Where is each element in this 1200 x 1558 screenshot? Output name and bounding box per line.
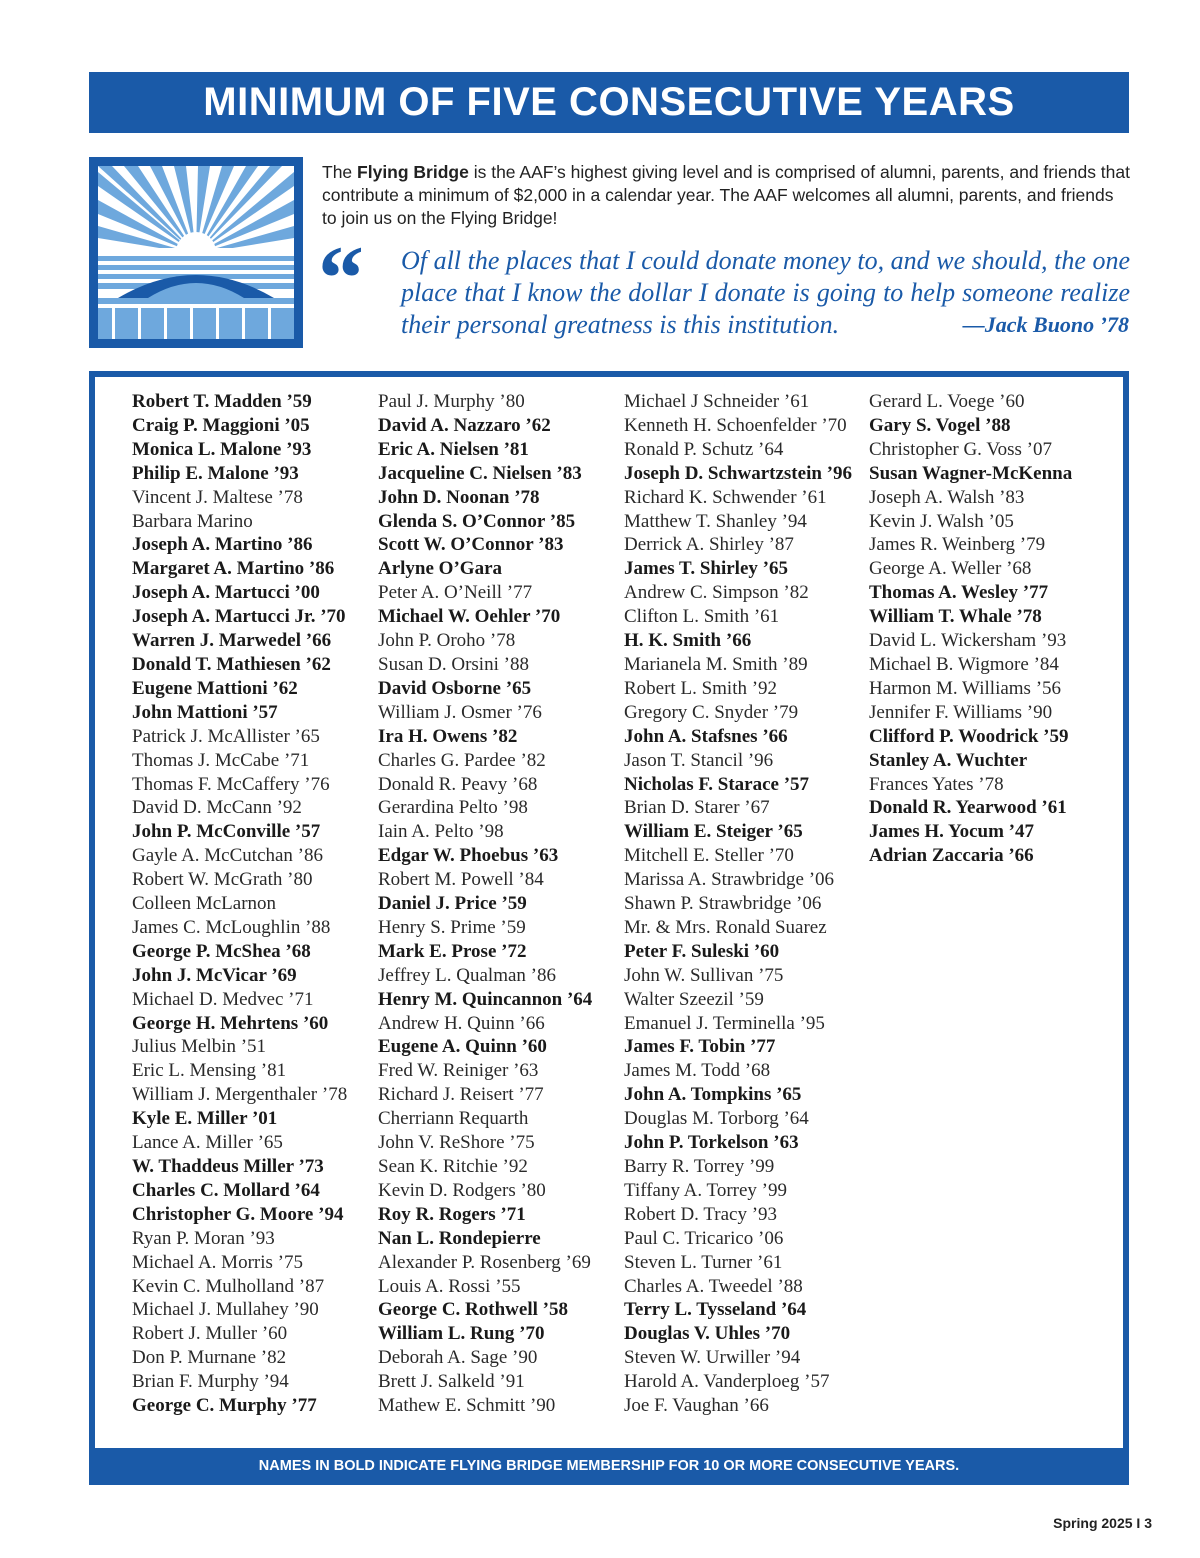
donor-name: Thomas J. McCabe ’71	[132, 749, 310, 771]
donor-name: Thomas F. McCaffery ’76	[132, 773, 330, 795]
donor-name: Joseph A. Walsh ’83	[869, 486, 1025, 508]
donor-name: David D. McCann ’92	[132, 797, 302, 819]
donor-name: Donald R. Peavy ’68	[378, 773, 538, 795]
donor-name: Gary S. Vogel ’88	[869, 414, 1011, 436]
donor-name: Kenneth H. Schoenfelder ’70	[624, 414, 847, 436]
donor-name: Iain A. Pelto ’98	[378, 821, 504, 843]
donor-name: Susan Wagner-McKenna	[869, 462, 1073, 484]
donor-name: Henry M. Quincannon ’64	[378, 988, 593, 1010]
donor-name: Kevin C. Mulholland ’87	[132, 1275, 325, 1297]
donor-name: James H. Yocum ’47	[869, 821, 1034, 843]
donor-name: Eugene A. Quinn ’60	[378, 1036, 547, 1058]
donor-name: Don P. Murnane ’82	[132, 1347, 287, 1369]
donor-name: Barbara Marino	[132, 510, 253, 532]
donor-name: Tiffany A. Torrey ’99	[624, 1179, 787, 1201]
donor-name: Arlyne O’Gara	[378, 558, 503, 580]
quote-attribution: —Jack Buono ’78	[962, 312, 1129, 337]
donor-name: Douglas M. Torborg ’64	[624, 1108, 809, 1130]
donor-name: Mark E. Prose ’72	[378, 940, 527, 962]
donor-name: Eugene Mattioni ’62	[132, 677, 298, 699]
donor-name: Mr. & Mrs. Ronald Suarez	[624, 916, 827, 938]
donor-name: Marianela M. Smith ’89	[624, 653, 808, 675]
donor-name: Gerardina Pelto ’98	[378, 797, 528, 819]
donor-name: James F. Tobin ’77	[624, 1036, 776, 1058]
sunrise-bridge-icon	[98, 166, 294, 339]
donor-name: Christopher G. Moore ’94	[132, 1203, 344, 1225]
donor-name: Brian F. Murphy ’94	[132, 1371, 289, 1393]
donor-name: Craig P. Maggioni ’05	[132, 414, 310, 436]
donor-name: Jason T. Stancil ’96	[624, 749, 774, 771]
donor-name: Ronald P. Schutz ’64	[624, 438, 784, 460]
donor-name: Christopher G. Voss ’07	[869, 438, 1052, 460]
donor-name: James C. McLoughlin ’88	[132, 916, 331, 938]
donor-name: John P. Oroho ’78	[378, 630, 516, 652]
donor-name: Michael J. Mullahey ’90	[132, 1299, 319, 1321]
donor-name: Glenda S. O’Connor ’85	[378, 510, 576, 532]
donor-name: George C. Rothwell ’58	[378, 1299, 568, 1321]
donor-name: Charles A. Tweedel ’88	[624, 1275, 803, 1297]
flying-bridge-name: Flying Bridge	[357, 162, 469, 182]
donor-name: William J. Mergenthaler ’78	[132, 1084, 348, 1106]
donor-name: Daniel J. Price ’59	[378, 893, 527, 915]
donor-column-4	[869, 390, 1072, 868]
donor-name: Cherriann Requarth	[378, 1108, 529, 1130]
donor-name: Peter F. Suleski ’60	[624, 940, 780, 962]
page-title: MINIMUM OF FIVE CONSECUTIVE YEARS	[89, 72, 1129, 133]
donor-name: Stanley A. Wuchter	[869, 749, 1028, 771]
donor-name: Joseph D. Schwartzstein ’96	[624, 462, 852, 484]
donor-column-2	[378, 390, 592, 1418]
donor-name: Robert J. Muller ’60	[132, 1323, 288, 1345]
donor-name: H. K. Smith ’66	[624, 630, 752, 652]
donor-name: Richard K. Schwender ’61	[624, 486, 827, 508]
donor-name: Sean K. Ritchie ’92	[378, 1156, 528, 1177]
bold-names-note: NAMES IN BOLD INDICATE FLYING BRIDGE MEMBERSHIP FOR 10 OR MORE CONSECUTIVE YEARS.	[89, 1448, 1129, 1485]
donor-name: Harmon M. Williams ’56	[869, 677, 1062, 699]
donor-name: Steven L. Turner ’61	[624, 1251, 783, 1273]
donor-name: Edgar W. Phoebus ’63	[378, 845, 559, 867]
intro-text-end: is the AAF’s highest giving level and is comprised of alumni, parents, and friends that contribute a minimum of $2,000 in a calendar year. The AAF welcomes all alumni, parents, and friends to join us on the Flying Bridge!	[322, 162, 1130, 228]
donor-name: Donald T. Mathiesen ’62	[132, 653, 331, 675]
donor-name: Michael W. Oehler ’70	[378, 606, 561, 628]
donor-name: Julius Melbin ’51	[132, 1036, 267, 1058]
donor-name: Michael B. Wigmore ’84	[869, 653, 1059, 675]
donor-name: Patrick J. McAllister ’65	[132, 725, 320, 747]
donor-name: Mathew E. Schmitt ’90	[378, 1395, 556, 1417]
donor-name: Charles C. Mollard ’64	[132, 1179, 320, 1201]
donor-name: Colleen McLarnon	[132, 893, 277, 915]
donor-name: Michael D. Medvec ’71	[132, 988, 314, 1010]
donor-name: Gayle A. McCutchan ’86	[132, 845, 324, 867]
donor-name: Monica L. Malone ’93	[132, 438, 312, 460]
testimonial-quote: Of all the places that I could donate money to, and we should, the one place that I know the dollar I donate is going to help someone realize their personal greatness is this institution.	[401, 246, 1130, 339]
donor-name: Marissa A. Strawbridge ’06	[624, 869, 835, 891]
donor-name: Deborah A. Sage ’90	[378, 1347, 538, 1369]
donor-name: Walter Szeezil ’59	[624, 988, 764, 1010]
intro-text-start: The	[322, 162, 358, 182]
donor-name: William L. Rung ’70	[378, 1323, 545, 1345]
donor-name: Emanuel J. Terminella ’95	[624, 1012, 825, 1034]
donor-name: George A. Weller ’68	[869, 558, 1032, 580]
donor-name: Michael J Schneider ’61	[624, 391, 810, 412]
donor-name: Harold A. Vanderploeg ’57	[624, 1371, 830, 1393]
donor-name: Eric A. Nielsen ’81	[378, 438, 529, 460]
donor-name: Vincent J. Maltese ’78	[132, 486, 303, 508]
donor-name: John A. Stafsnes ’66	[624, 725, 788, 747]
donor-name: Louis A. Rossi ’55	[378, 1275, 521, 1297]
donor-name: Susan D. Orsini ’88	[378, 653, 529, 675]
donor-name: John W. Sullivan ’75	[624, 964, 784, 986]
donor-name: John P. McConville ’57	[132, 821, 321, 843]
donor-name: John A. Tompkins ’65	[624, 1084, 802, 1106]
donor-name: Robert T. Madden ’59	[132, 391, 312, 412]
donor-name: Ira H. Owens ’82	[378, 725, 518, 747]
donor-name: Clifford P. Woodrick ’59	[869, 725, 1069, 747]
donor-name: Brian D. Starer ’67	[624, 797, 770, 819]
donor-name: Joseph A. Martino ’86	[132, 534, 313, 556]
donor-name: Matthew T. Shanley ’94	[624, 510, 807, 532]
donor-name: Andrew C. Simpson ’82	[624, 582, 809, 604]
donor-name: Donald R. Yearwood ’61	[869, 797, 1067, 819]
donor-name: John Mattioni ’57	[132, 701, 278, 723]
donor-name: Barry R. Torrey ’99	[624, 1156, 775, 1177]
donor-name: Andrew H. Quinn ’66	[378, 1012, 545, 1034]
donor-name: Joe F. Vaughan ’66	[624, 1395, 769, 1417]
donor-name: Kyle E. Miller ’01	[132, 1108, 278, 1130]
donor-name: Scott W. O’Connor ’83	[378, 534, 564, 556]
donor-name: William T. Whale ’78	[869, 606, 1042, 628]
donor-name: Joseph A. Martucci Jr. ’70	[132, 606, 346, 628]
donor-name: Ryan P. Moran ’93	[132, 1227, 275, 1249]
donor-name: Gerard L. Voege ’60	[869, 391, 1025, 412]
donor-name: William E. Steiger ’65	[624, 821, 803, 843]
donor-name: Eric L. Mensing ’81	[132, 1060, 287, 1082]
donor-name: Clifton L. Smith ’61	[624, 606, 780, 628]
donor-name: David A. Nazzaro ’62	[378, 414, 551, 436]
donor-name: Fred W. Reiniger ’63	[378, 1060, 539, 1082]
donor-name: Mitchell E. Steller ’70	[624, 845, 794, 867]
quote-mark-icon: “	[318, 227, 364, 329]
donor-name: Margaret A. Martino ’86	[132, 558, 335, 580]
donor-name: Paul C. Tricarico ’06	[624, 1227, 784, 1249]
donor-name: Kevin J. Walsh ’05	[869, 510, 1014, 532]
donor-name: David Osborne ’65	[378, 677, 532, 699]
donor-name: Gregory C. Snyder ’79	[624, 701, 799, 723]
donor-name: Alexander P. Rosenberg ’69	[378, 1251, 591, 1273]
donor-name: John D. Noonan ’78	[378, 486, 540, 508]
donor-name: Robert D. Tracy ’93	[624, 1203, 778, 1225]
donor-name: John J. McVicar ’69	[132, 964, 297, 986]
donor-name: George C. Murphy ’77	[132, 1395, 317, 1417]
donor-name: Terry L. Tysseland ’64	[624, 1299, 807, 1321]
intro-paragraph	[322, 161, 1130, 230]
donor-name: George H. Mehrtens ’60	[132, 1012, 329, 1034]
flying-bridge-logo	[89, 157, 303, 348]
donor-name: Paul J. Murphy ’80	[378, 391, 525, 412]
donor-column-3	[624, 390, 852, 1418]
donor-column-1	[132, 390, 347, 1418]
donor-name: Robert L. Smith ’92	[624, 677, 778, 699]
donor-name: W. Thaddeus Miller ’73	[132, 1156, 324, 1177]
donor-name: John V. ReShore ’75	[378, 1132, 535, 1154]
donor-name: Michael A. Morris ’75	[132, 1251, 303, 1273]
donor-name: Jeffrey L. Qualman ’86	[378, 964, 556, 986]
donor-name: Douglas V. Uhles ’70	[624, 1323, 791, 1345]
donor-name: Nan L. Rondepierre	[378, 1227, 541, 1249]
donor-name: David L. Wickersham ’93	[869, 630, 1067, 652]
donor-name: Frances Yates ’78	[869, 773, 1004, 795]
donor-name: James T. Shirley ’65	[624, 558, 788, 580]
donor-name: William J. Osmer ’76	[378, 701, 542, 723]
donor-name: Thomas A. Wesley ’77	[869, 582, 1049, 604]
donor-name: Steven W. Urwiller ’94	[624, 1347, 801, 1369]
donor-name: Peter A. O’Neill ’77	[378, 582, 533, 604]
donor-name: Henry S. Prime ’59	[378, 916, 526, 938]
donor-name: George P. McShea ’68	[132, 940, 311, 962]
donor-name: Charles G. Pardee ’82	[378, 749, 546, 771]
donor-name: Roy R. Rogers ’71	[378, 1203, 526, 1225]
donor-name: James M. Todd ’68	[624, 1060, 771, 1082]
donor-name: Lance A. Miller ’65	[132, 1132, 283, 1154]
donor-name: Joseph A. Martucci ’00	[132, 582, 320, 604]
page-number: Spring 2025 I 3	[1053, 1515, 1152, 1531]
donor-name: Adrian Zaccaria ’66	[869, 845, 1034, 867]
donor-name: John P. Torkelson ’63	[624, 1132, 799, 1154]
donor-name: James R. Weinberg ’79	[869, 534, 1046, 556]
donor-name: Robert W. McGrath ’80	[132, 869, 313, 891]
donor-name: Robert M. Powell ’84	[378, 869, 544, 891]
donor-name: Nicholas F. Starace ’57	[624, 773, 810, 795]
donor-name: Brett J. Salkeld ’91	[378, 1371, 525, 1393]
donor-name: Philip E. Malone ’93	[132, 462, 299, 484]
donor-name: Warren J. Marwedel ’66	[132, 630, 332, 652]
donor-name: Richard J. Reisert ’77	[378, 1084, 544, 1106]
donor-name: Jennifer F. Williams ’90	[869, 701, 1053, 723]
donor-name: Shawn P. Strawbridge ’06	[624, 893, 822, 915]
donor-name: Jacqueline C. Nielsen ’83	[378, 462, 582, 484]
donor-name: Kevin D. Rodgers ’80	[378, 1179, 546, 1201]
donor-name: Derrick A. Shirley ’87	[624, 534, 794, 556]
